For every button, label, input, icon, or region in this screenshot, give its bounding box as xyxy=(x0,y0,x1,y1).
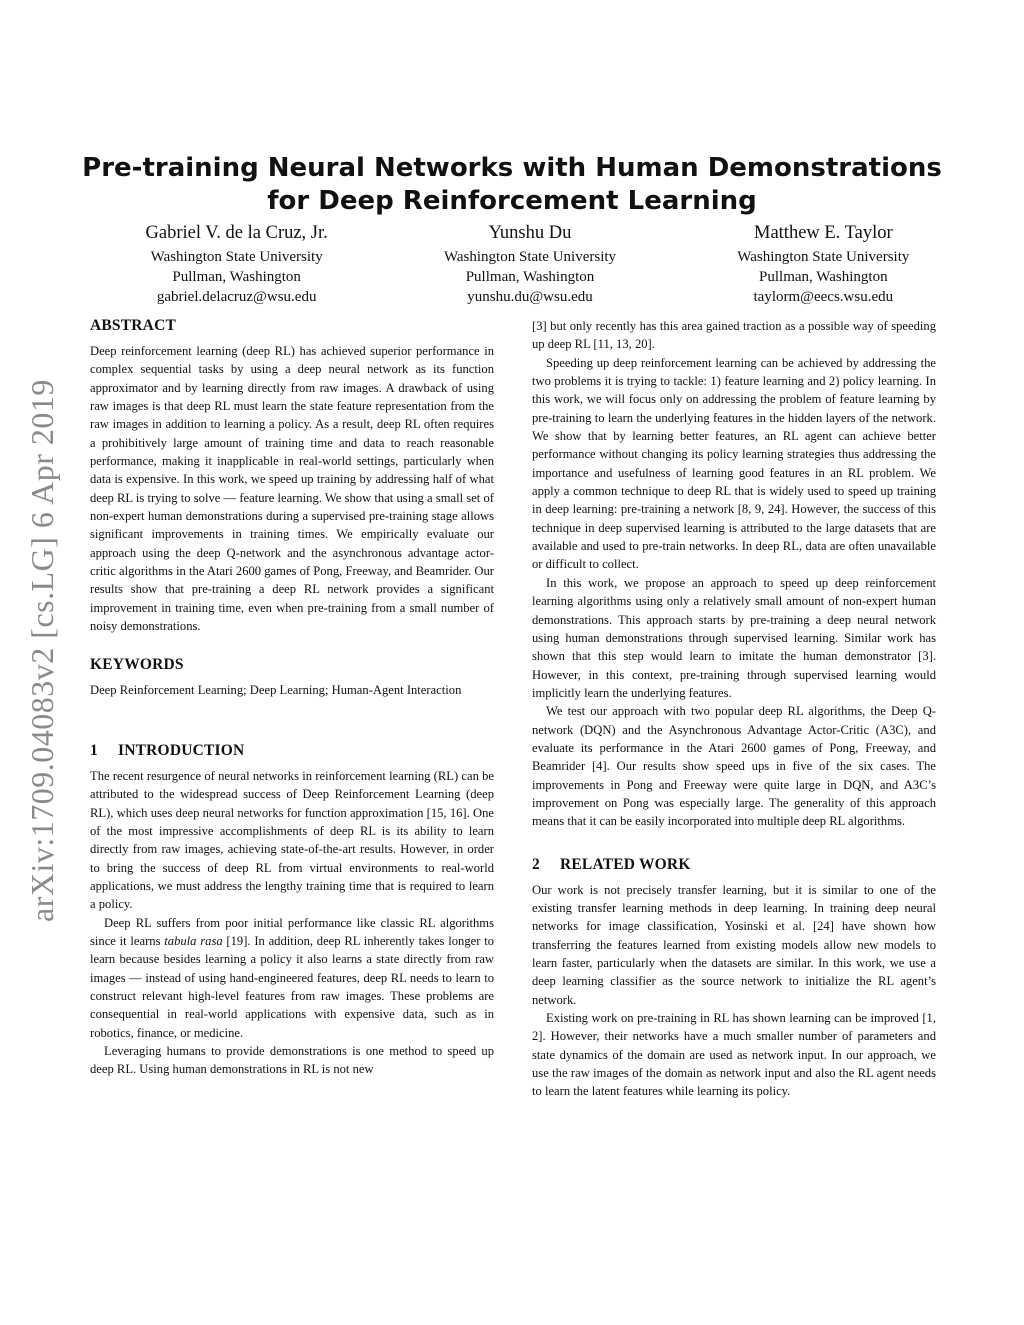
related-paragraph-1: Our work is not precisely transfer learning, but it is similar to one of the existing transfer learning methods in deep learning. In training deep neural networks for image classification, Yosinski et al. [24] have shown how transferring the features learned from existing models allow new models to learn faster, particularly when the datasets are similar. In this work, we use a deep learning classifier as the source network to initialize the RL agent’s network. xyxy=(532,882,936,1007)
intro-paragraph-2 xyxy=(90,914,494,1042)
author-affiliation: Washington State University xyxy=(150,249,323,265)
right-column xyxy=(532,317,936,1101)
author-location: Pullman, Washington xyxy=(172,269,301,285)
author-affiliation: Washington State University xyxy=(737,249,910,265)
related-paragraph-2: Existing work on pre-training in RL has shown learning can be improved [1, 2]. However, their networks have a much smaller number of parameters and state dynamics of the domain are used as network input. In our approach, we use the raw images of the domain as network input and also the RL agent needs to learn the latent features while learning its policy. xyxy=(532,1011,936,1099)
author-affiliation: Washington State University xyxy=(443,249,617,265)
keywords-heading: KEYWORDS xyxy=(90,655,184,673)
intro-paragraph-4: Speeding up deep reinforcement learning can be achieved by addressing the two problems it is trying to tackle: 1) feature learning and 2) policy learning. In this work, we will focus only on addressing the problem of feature learning by pre-training to learn the underlying features in the hidden layers of the network. We show that by learning better features, an RL agent can achieve better performance without changing its policy learning strategies thus addressing the importance and usefulness of learning good features in an RL problem. We apply a common technique to deep RL that is widely used to speed up training in deep learning: pre-training a network [8, 9, 24]. However, the success of this technique in deep supervised learning is attributed to the large datasets that are available and used to pre-train networks. In deep RL, data are often unavailable or difficult to collect. xyxy=(532,355,936,572)
left-column xyxy=(90,316,494,1079)
author-email: taylorm@eecs.wsu.edu xyxy=(753,289,894,305)
author-email: yunshu.du@wsu.edu xyxy=(467,289,593,305)
section-title: INTRODUCTION xyxy=(118,741,245,759)
intro-paragraph-2-end: [19]. In addition, deep RL inherently takes longer to learn because besides learning a policy it also learns a state directly from raw images — instead of using hand-engineered features, deep RL needs to learn to construct relevant high-level features from raw images. These problems are consequential in real-world applications with expensive data, such as in robotics, finance, or medicine. xyxy=(90,933,494,1040)
author-1 xyxy=(90,221,383,307)
related-work-heading xyxy=(532,855,936,875)
intro-paragraph-3-continued: [3] but only recently has this area gained traction as a possible way of speeding up deep RL [11, 13, 20]. xyxy=(532,319,936,352)
abstract-heading: ABSTRACT xyxy=(90,317,177,334)
author-2 xyxy=(383,221,676,307)
section-number: 1 xyxy=(90,741,98,759)
author-name: Matthew E. Taylor xyxy=(754,223,893,243)
intro-paragraph-5: In this work, we propose an approach to speed up deep reinforcement learning algorithms using only a relatively small amount of non-expert human demonstrations. This approach starts by pre-training a deep neural network using human demonstrations through supervised learning. Similar work has shown that this step would learn to imitate the human demonstrator [3]. However, in this context, pre-training through supervised learning would implicitly learn the underlying features. xyxy=(532,575,936,700)
intro-paragraph-3: Leveraging humans to provide demonstrations is one method to speed up deep RL. Using human demonstrations in RL is not new xyxy=(90,1044,494,1077)
arxiv-identifier-stamp xyxy=(18,330,66,970)
author-email: gabriel.delacruz@wsu.edu xyxy=(156,289,317,305)
author-name: Gabriel V. de la Cruz, Jr. xyxy=(145,223,328,243)
author-3 xyxy=(677,221,970,307)
introduction-heading xyxy=(90,741,494,761)
intro-paragraph-1: The recent resurgence of neural networks in reinforcement learning (RL) can be attributed to the widespread success of Deep Reinforcement Learning (deep RL), which uses deep neural networks for function approximation [15, 16]. One of the most impressive accomplishments of deep RL is its ability to learn directly from raw images, achieving state-of-the-art results. However, in order to bring the success of deep RL from virtual environments to real-world applications, we must address the lengthy training time that is required to learn a policy. xyxy=(90,768,494,912)
tabula-rasa-italic: tabula rasa xyxy=(164,933,223,948)
section-title: RELATED WORK xyxy=(560,855,691,873)
author-location: Pullman, Washington xyxy=(759,269,888,285)
author-block xyxy=(90,221,970,307)
keywords-text: Deep Reinforcement Learning; Deep Learning; Human-Agent Interaction xyxy=(90,682,462,697)
author-location: Pullman, Washington xyxy=(465,269,595,285)
intro-paragraph-2-start: Deep RL suffers from poor initial performance like classic RL algorithms since it learns xyxy=(90,915,494,948)
intro-paragraph-6: We test our approach with two popular deep RL algorithms, the Deep Q-network (DQN) and the Asynchronous Advantage Actor-Critic (A3C), and evaluate its performance in the Atari 2600 games of Pong, Freeway, and Beamrider [4]. Our results show speed ups in five of the six cases. The improvements in Pong and Freeway were quite large in DQN, and A3C’s improvement on Pong was especially large. The generality of this approach means that it can be easily incorporated into multiple deep RL algorithms. xyxy=(532,704,936,829)
section-number: 2 xyxy=(532,855,540,873)
abstract-text: Deep reinforcement learning (deep RL) has achieved superior performance in complex sequential tasks by using a deep neural network as its function approximator and by learning directly from raw images. A drawback of using raw images is that deep RL must learn the state feature representation from the raw images in addition to learning a policy. As a result, deep RL often requires a prohibitively large amount of training time and data to reach reasonable performance, making it inapplicable in real-world settings, particularly when data is expensive. In this work, we speed up training by addressing half of what deep RL is trying to solve — feature learning. We show that using a small set of non-expert human demonstrations during a supervised pre-training stage allows significant improvements in training times. We empirically evaluate our approach using the deep Q-network and the asynchronous advantage actor-critic algorithms in the Atari 2600 games of Pong, Freeway, and Beamrider. Our results show that pre-training a deep RL network provides a significant improvement in training time, even when pre-training from a small number of noisy demonstrations. xyxy=(90,344,494,634)
arxiv-identifier-text: arXiv:1709.04083v2 [cs.LG] 6 Apr 2019 xyxy=(23,378,60,922)
paper-title: Pre-training Neural Networks with Human Demonstrations for Deep Reinforcement Learning xyxy=(82,153,942,217)
author-name: Yunshu Du xyxy=(488,223,572,243)
